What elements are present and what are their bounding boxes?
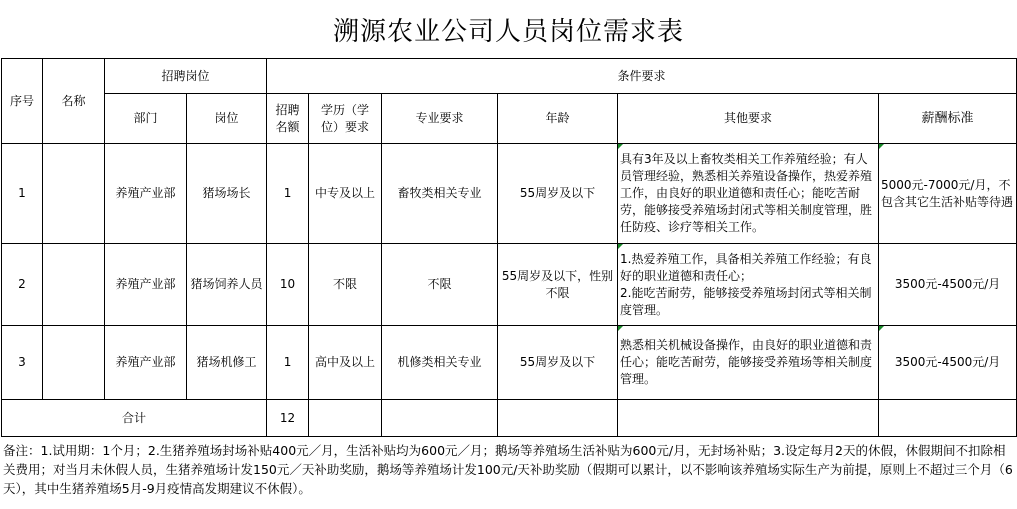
row-name [43, 144, 105, 244]
table-row [2, 244, 1017, 326]
row-salary: 3500元-4500元/月 [879, 326, 1017, 400]
header-name: 名称 [43, 59, 105, 144]
row-name [43, 326, 105, 400]
row-seq: 2 [2, 244, 43, 326]
total-count: 12 [267, 400, 309, 437]
row-major: 畜牧类相关专业 [382, 144, 498, 244]
header-row-columns [2, 94, 1017, 144]
row-dept: 养殖产业部 [105, 244, 187, 326]
total-empty [382, 400, 498, 437]
header-major: 专业要求 [382, 94, 498, 144]
header-education: 学历（学位）要求 [309, 94, 382, 144]
row-count: 1 [267, 326, 309, 400]
row-dept: 养殖产业部 [105, 144, 187, 244]
row-dept: 养殖产业部 [105, 326, 187, 400]
table-row [2, 326, 1017, 400]
row-position: 猪场机修工 [187, 326, 267, 400]
row-major: 不限 [382, 244, 498, 326]
row-salary: 3500元-4500元/月 [879, 244, 1017, 326]
header-dept: 部门 [105, 94, 187, 144]
row-seq: 1 [2, 144, 43, 244]
row-education: 中专及以上 [309, 144, 382, 244]
header-recruit-group: 招聘岗位 [105, 59, 267, 94]
header-position: 岗位 [187, 94, 267, 144]
header-salary: 薪酬标准 [879, 94, 1017, 144]
row-education: 不限 [309, 244, 382, 326]
notes-text: 备注：1.试用期：1个月；2.生猪养殖场封场补贴400元／月，生活补贴均为600元／月；鹅场等养殖场生活补贴为600元/月，无封场补贴；3.设定每月2天的休假，休假期间不扣除相关费用；对当月未休假人员，生猪养殖场计发150元／天补助奖励，鹅场等养殖场计发100元/天补助奖励（假期可以累计，以不影响该养殖场实际生产为前提，原则上不超过三个月（6天），其中生猪养殖场5月-9月疫情高发期建议不休假）。 [3, 443, 1013, 496]
row-seq: 3 [2, 326, 43, 400]
row-salary: 5000元-7000元/月，不包含其它生活补贴等待遇 [879, 144, 1017, 244]
row-position: 猪场饲养人员 [187, 244, 267, 326]
total-row [2, 400, 1017, 437]
row-major: 机修类相关专业 [382, 326, 498, 400]
total-empty [879, 400, 1017, 437]
header-conditions-group: 条件要求 [267, 59, 1017, 94]
header-age: 年龄 [498, 94, 618, 144]
row-education: 高中及以上 [309, 326, 382, 400]
page-title: 溯源农业公司人员岗位需求表 [332, 16, 684, 47]
row-count: 1 [267, 144, 309, 244]
total-empty [309, 400, 382, 437]
row-other: 1.热爱养殖工作，具备相关养殖工作经验；有良好的职业道德和责任心； 2.能吃苦耐劳，能够接受养殖场封闭式等相关制度管理。 [618, 244, 879, 326]
row-other: 具有3年及以上畜牧类相关工作养殖经验；有人员管理经验，熟悉相关养殖设备操作，热爱养殖工作，由良好的职业道德和责任心；能吃苦耐劳，能够接受养殖场封闭式等相关制度管理，胜任防疫、诊疗等相关工作。 [618, 144, 879, 244]
row-age: 55周岁及以下 [498, 144, 618, 244]
row-count: 10 [267, 244, 309, 326]
header-seq: 序号 [2, 59, 43, 144]
header-count: 招聘名额 [267, 94, 309, 144]
total-empty [498, 400, 618, 437]
row-age: 55周岁及以下，性别不限 [498, 244, 618, 326]
row-name [43, 244, 105, 326]
total-empty [618, 400, 879, 437]
row-age: 55周岁及以下 [498, 326, 618, 400]
table-row [2, 144, 1017, 244]
row-other: 熟悉相关机械设备操作，由良好的职业道德和责任心；能吃苦耐劳，能够接受养殖场等相关制度管理。 [618, 326, 879, 400]
row-position: 猪场场长 [187, 144, 267, 244]
total-label: 合计 [2, 400, 267, 437]
header-other: 其他要求 [618, 94, 879, 144]
position-requirements-table [1, 58, 1017, 437]
header-row-group [2, 59, 1017, 94]
